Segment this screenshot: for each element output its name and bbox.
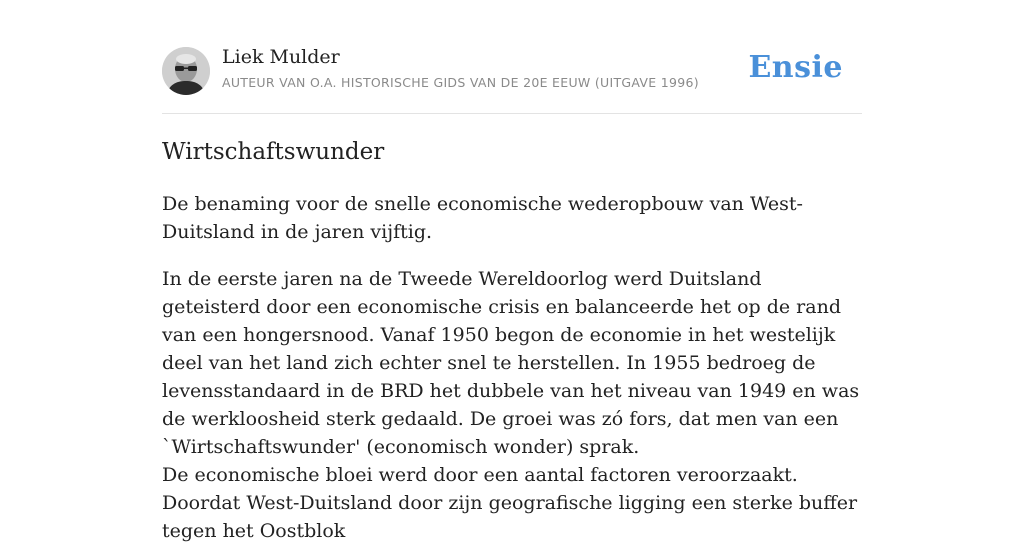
article-paragraph: De benaming voor de snelle economische wederopbouw van West-Duitsland in de jaren vijftig. (162, 193, 803, 243)
article-paragraph: De economische bloei werd door een aantal factoren veroorzaakt. Doordat West-Duitsland door zijn geografische ligging een sterke buffer tegen het Oostblok (162, 464, 858, 542)
author-header (162, 44, 862, 114)
author-bio: AUTEUR VAN O.A. HISTORISCHE GIDS VAN DE 20E EEUW (UITGAVE 1996) (222, 75, 699, 90)
author-name[interactable]: Liek Mulder (222, 46, 340, 68)
author-avatar[interactable] (162, 47, 210, 95)
article-paragraph: In de eerste jaren na de Tweede Wereldoorlog werd Duitsland geteisterd door een economische crisis en balanceerde het op de rand van een hongersnood. Vanaf 1950 begon de economie in het westelijk deel van het land zich echter snel te herstellen. In 1955 bedroeg de levensstandaard in de BRD het dubbele van het niveau van 1949 en was de werkloosheid sterk gedaald. De groei was zó fors, dat men van een `Wirtschaftswunder' (economisch wonder) sprak. (162, 268, 860, 458)
ensie-logo[interactable]: Ensie (748, 50, 843, 85)
person-photo-icon (162, 47, 210, 95)
article-title: Wirtschaftswunder (162, 139, 385, 165)
